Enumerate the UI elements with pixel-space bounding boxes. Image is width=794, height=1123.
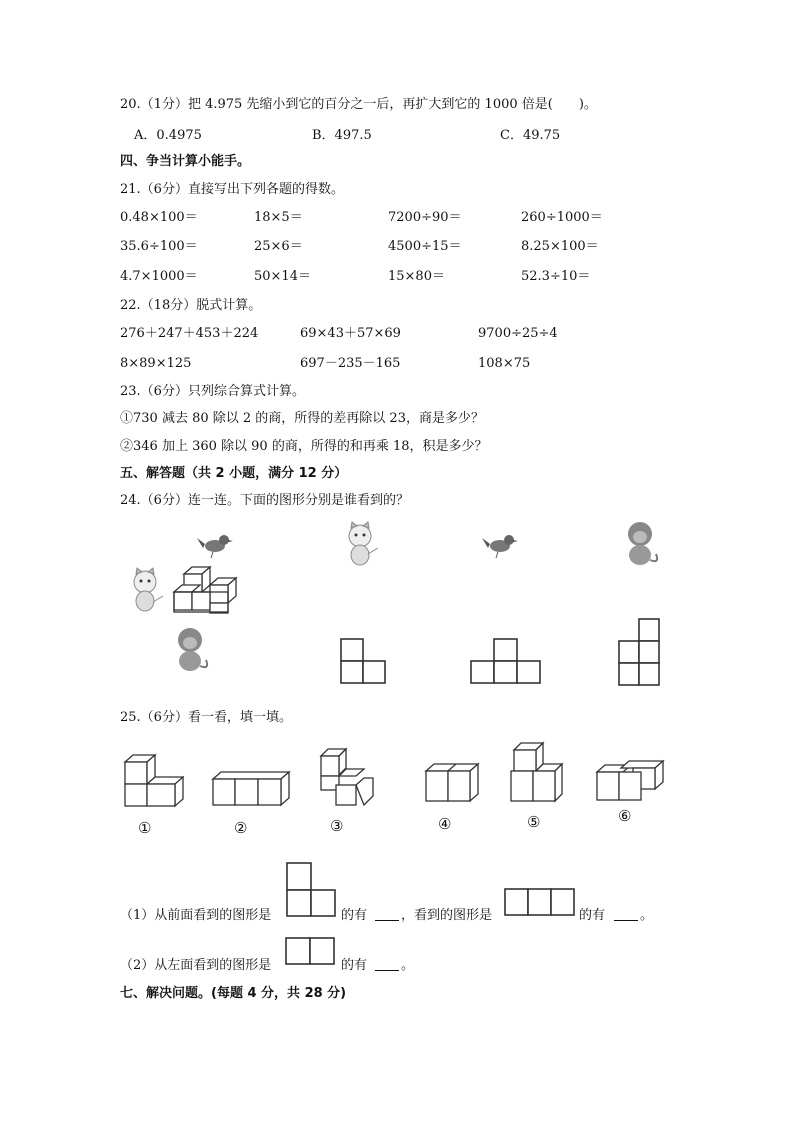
q25-sub2-blank[interactable] — [375, 958, 399, 976]
q23-item-1: ①730 减去 80 除以 2 的商，所得的差再除以 23，商是多少？ — [120, 411, 484, 426]
q21-item: 18×5＝ — [254, 210, 303, 225]
q23-stem: 23.（6分）只列综合算式计算。 — [120, 384, 305, 399]
q21-item: 7200÷90＝ — [388, 210, 462, 225]
q22-item: 276＋247＋453＋224 — [120, 326, 259, 341]
q21-item: 260÷1000＝ — [521, 210, 603, 225]
q25-sub2-text-a: （2）从左面看到的图形是 — [120, 958, 272, 973]
figure-label: ② — [234, 819, 248, 837]
q21-item: 35.6÷100＝ — [120, 239, 198, 254]
q24-cube-stack — [170, 566, 240, 622]
monkey-icon — [170, 626, 212, 681]
cat-icon — [340, 522, 382, 573]
q20-stem: 20.（1分）把 4.975 先缩小到它的百分之一后，再扩大到它的 1000 倍是( )。 — [120, 97, 597, 112]
q25-sub2-text-b: 的有 — [341, 958, 368, 973]
section-5-title: 五、解答题（共 2 小题，满分 12 分） — [120, 466, 348, 481]
q25-figure-3 — [320, 748, 376, 808]
q25-figure-4 — [425, 762, 481, 806]
q21-item: 8.25×100＝ — [521, 239, 599, 254]
q22-item: 9700÷25÷4 — [478, 326, 558, 341]
q21-item: 4500÷15＝ — [388, 239, 462, 254]
q25-sub1-blank-1[interactable] — [375, 908, 399, 926]
q25-sub1-text-d: 的有 — [579, 908, 606, 923]
q21-item: 25×6＝ — [254, 239, 303, 254]
q21-item: 0.48×100＝ — [120, 210, 198, 225]
bird-icon — [480, 530, 516, 565]
q22-stem: 22.（18分）脱式计算。 — [120, 298, 262, 313]
q21-item: 52.3÷10＝ — [521, 269, 591, 284]
q25-sub1-text-b: 的有 — [341, 908, 368, 923]
q24-view-1 — [340, 638, 386, 686]
q20-option-b: B．497.5 — [312, 128, 372, 143]
q25-sub2-end: 。 — [401, 958, 415, 973]
q20-option-c: C．49.75 — [500, 128, 561, 143]
q25-figure-6 — [596, 760, 666, 804]
section-7-title: 七、解决问题。(每题 4 分，共 28 分) — [120, 986, 347, 1001]
q25-figure-2 — [212, 770, 292, 808]
figure-label: ④ — [438, 815, 452, 833]
q25-stem: 25.（6分）看一看，填一填。 — [120, 710, 292, 725]
section-4-title: 四、争当计算小能手。 — [120, 154, 251, 169]
q21-item: 15×80＝ — [388, 269, 445, 284]
figure-label: ③ — [330, 817, 344, 835]
q25-sub1-shape-front — [286, 862, 338, 918]
q22-item: 697－235－165 — [300, 356, 401, 371]
q25-sub1-end: 。 — [640, 908, 654, 923]
q22-item: 69×43＋57×69 — [300, 326, 401, 341]
q24-view-2 — [470, 638, 542, 686]
q25-sub1-text-a: （1）从前面看到的图形是 — [120, 908, 272, 923]
q22-item: 8×89×125 — [120, 356, 192, 371]
q24-stem: 24.（6分）连一连。下面的图形分别是谁看到的？ — [120, 493, 409, 508]
q22-item: 108×75 — [478, 356, 531, 371]
figure-label: ⑥ — [618, 807, 632, 825]
figure-label: ⑤ — [527, 813, 541, 831]
q25-figure-1 — [124, 752, 186, 808]
q23-item-2: ②346 加上 360 除以 90 的商，所得的和再乘 18，积是多少？ — [120, 439, 488, 454]
monkey-icon — [620, 520, 662, 575]
q21-stem: 21.（6分）直接写出下列各题的得数。 — [120, 182, 344, 197]
q21-item: 50×14＝ — [254, 269, 311, 284]
q24-view-3 — [618, 618, 662, 688]
q25-figure-5 — [510, 742, 566, 804]
q25-sub1-text-c: ，看到的图形是 — [401, 908, 493, 923]
q20-option-a: A．0.4975 — [134, 128, 202, 143]
figure-label: ① — [138, 819, 152, 837]
cat-icon — [125, 568, 167, 619]
q25-sub1-blank-2[interactable] — [614, 908, 638, 926]
q25-sub1-shape-row — [504, 888, 576, 918]
q25-sub2-shape-left — [285, 937, 337, 967]
bird-icon — [195, 530, 231, 565]
q21-item: 4.7×1000＝ — [120, 269, 198, 284]
